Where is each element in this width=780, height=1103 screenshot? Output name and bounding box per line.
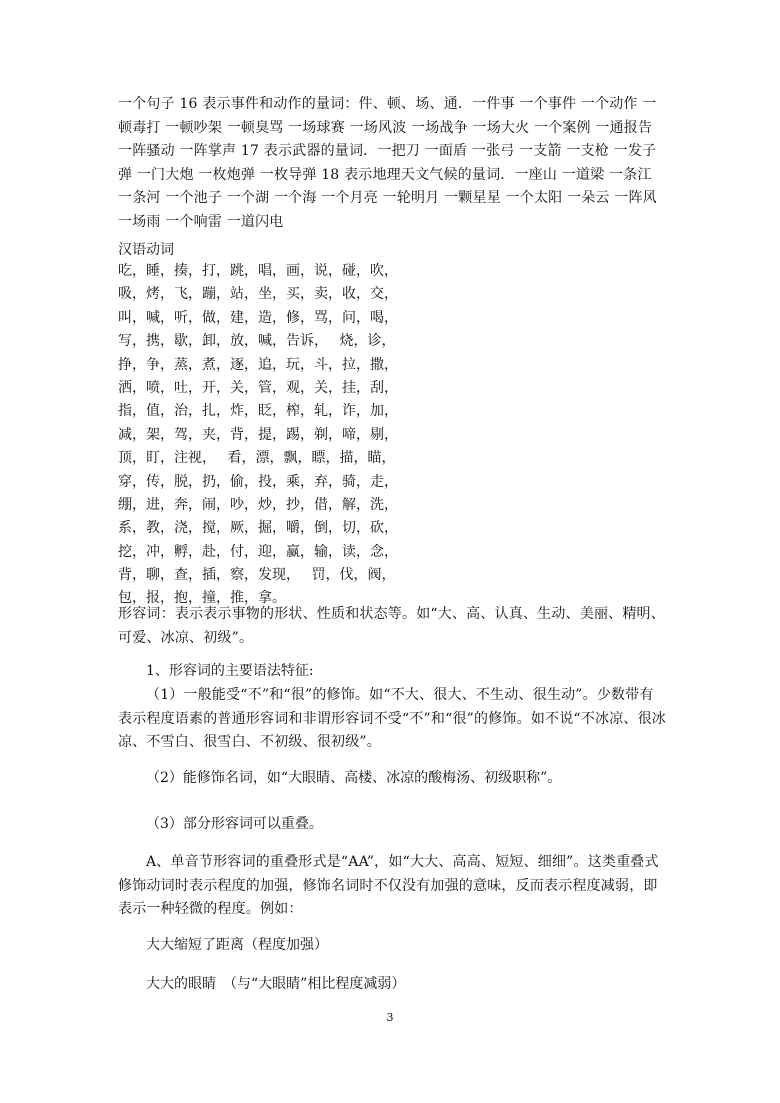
verb-row: 写，携，歇，卸，放，喊，告诉， 烧，诊， — [118, 333, 396, 350]
verb-row: 穿，传，脱，扔，偷，投，乘，弃，骑，走， — [118, 473, 398, 490]
page-number: 3 — [386, 1011, 394, 1024]
example-1: 大大缩短了距离（程度加强） — [146, 937, 328, 953]
grammar-point-2: （2）能修饰名词，如“大眼睛、高楼、冰凉的酸梅汤、初级职称”。 — [146, 770, 562, 786]
intro-paragraph: 一个句子 16 表示事件和动作的量词：件、顿、场、通．一件事 一个事件 一个动作 一顿毒打 一顿吵架 一顿臭骂 一场球赛 一场风波 一场战争 一场大火 一个案例 一通报告 一阵骚动 一阵掌声 17 表示武器的量词．一把刀 一面盾 一张弓 一支箭 一支枪 一发子弹 一门大炮 一枚炮弹 一枚导弹 18 表示地理天文气候的量词．一座山 一道梁 一条江 一条河 一个池子 一个湖 一个海 一个月亮 一轮明月 一颗星星 一个太阳 一朵云 一阵风 一场雨 一个响雷 一道闪电 — [118, 96, 657, 230]
grammar-features-title: 1、形容词的主要语法特征: — [146, 663, 314, 679]
verb-row: 吃，睡，揍，打，跳，唱，画，说，碰，吹， — [118, 263, 398, 279]
verb-row: 吸，烤，飞，蹦，站，坐，买，卖，收，交， — [118, 286, 398, 303]
verb-row: 挖，冲，孵，赴，付，迎，赢，输，读，念， — [118, 543, 398, 560]
verb-row: 减，架，驾，夹，背，提，踢，剃，啼，剔， — [118, 426, 398, 443]
verb-row: 洒，喷，吐，开，关，管，观，关，挂，刮， — [118, 379, 398, 396]
reduplication-paragraph: A、单音节形容词的重叠形式是“AA”，如“大大、高高、短短、细细”。这类重叠式修饰动词时表示程度的加强，修饰名词时不仅没有加强的意味，反而表示程度减弱，即表示一种轻微的程度。例如： — [118, 854, 659, 917]
verb-list — [118, 260, 418, 611]
verb-row: 背，聊，查，插，察，发现， 罚，伐，阀， — [118, 567, 396, 584]
example-2: 大大的眼睛 （与“大眼睛”相比程度减弱） — [146, 976, 406, 992]
grammar-point-3: （3）部分形容词可以重叠。 — [146, 816, 323, 832]
verb-row: 叫，喊，听，做，建，造，修，骂，问，喝， — [118, 309, 398, 326]
verb-row: 挣，争，蒸，煮，逐，追，玩，斗，拉，撒， — [118, 356, 398, 373]
verb-row: 包，报，抱，撞，推，拿。 — [118, 590, 286, 607]
grammar-point-1: （1）一般能受“不”和“很”的修饰。如“不大、很大、不生动、很生动”。少数带有表示程度语素的普通形容词和非谓形容词不受“不”和“很”的修饰。如不说“不冰凉、很冰凉、不雪白、很雪白、不初级、很初级”。 — [118, 687, 666, 750]
verbs-heading: 汉语动词 — [118, 242, 174, 258]
verb-row: 顶，盯，注视， 看，漂，飘，瞟，描，瞄， — [118, 450, 396, 467]
adjective-definition: 形容词：表示表示事物的形状、性质和状态等。如“大、高、认真、生动、美丽、精明、可爱、冰凉、初级”。 — [118, 606, 665, 646]
verb-row: 指，值，治，扎，炸，眨，榨，轧，诈，加， — [118, 403, 398, 420]
verb-row: 绷，进，奔，闹，吵，炒，抄，借，解，洗， — [118, 496, 398, 513]
verb-row: 系，教，浇，搅，厥，掘，嚼，倒，切，砍， — [118, 520, 398, 537]
